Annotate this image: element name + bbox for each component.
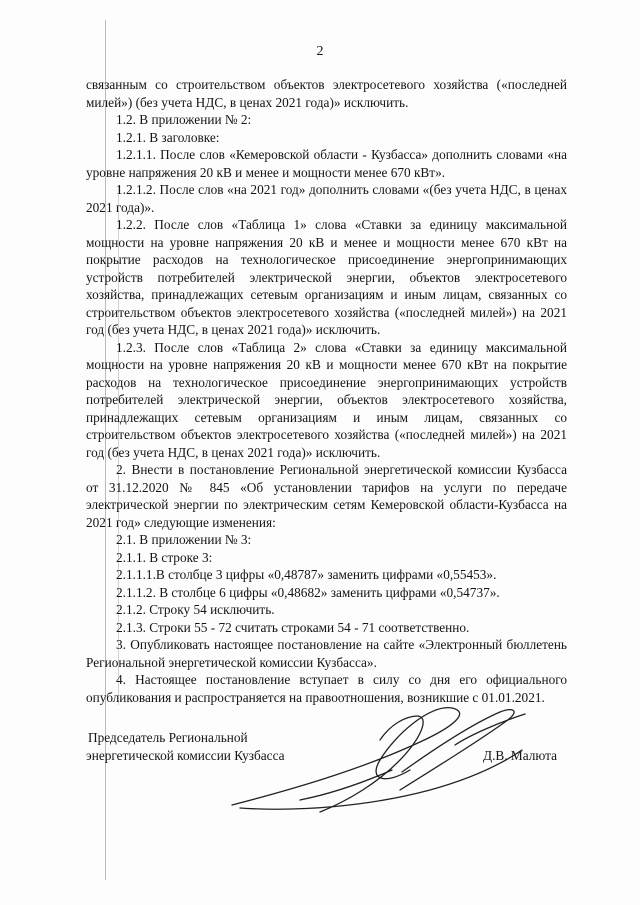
signatory-title-line: Председатель Региональной (88, 730, 248, 745)
signatory-title (86, 729, 285, 764)
paragraph: 2.1.1.1.В столбце 3 цифры «0,48787» заменить цифрами «0,55453». (116, 567, 497, 582)
paragraph: связанным со строительством объектов электросетевого хозяйства («последней милей») (без учета НДС, в ценах 2021 года)» исключить. (86, 77, 567, 110)
paragraph: 2. Внести в постановление Региональной энергетической комиссии Кузбасса от 31.12.2020 № 845 «Об установлении тарифов на услуги по передаче электрической энергии по электрическим сетям Кемеровской области-Кузбасса на 2021 год» следующие изменения: (86, 462, 567, 530)
page-number: 2 (316, 44, 324, 59)
paragraph: 2.1. В приложении № 3: (116, 532, 252, 547)
signatory-title-line: энергетической комиссии Кузбасса (86, 747, 285, 763)
paragraph: 1.2.1.1. После слов «Кемеровской области - Кузбасса» дополнить словами «на уровне напряжения 20 кВ и менее и мощности менее 670 кВт». (86, 147, 567, 180)
paragraph: 3. Опубликовать настоящее постановление на сайте «Электронный бюллетень Региональной энергетической комиссии Кузбасса». (86, 637, 567, 670)
paragraph: 1.2.3. После слов «Таблица 2» слова «Ставки за единицу максимальной мощности на уровне напряжения 20 кВ и мощности менее 670 кВт на покрытие расходов на технологическое присоединение энергопринимающих устройств потребителей электрической энергии, объектов электросетевого хозяйства, принадлежащих сетевым организациям и иным лицам, связанных со строительством объектов электросетевого хозяйства («последней милей») на 2021 год (без учета НДС, в ценах 2021 года)» исключить. (86, 339, 567, 460)
paragraph: 4. Настоящее постановление вступает в силу со дня его официального опубликования и распространяется на правоотношения, возникшие с 01.01.2021. (86, 672, 567, 705)
paragraph: 2.1.1.2. В столбце 6 цифры «0,48682» заменить цифрами «0,54737». (116, 584, 500, 600)
paragraph: 1.2.1.2. После слов «на 2021 год» дополнить словами «(без учета НДС, в ценах 2021 года)». (86, 182, 567, 215)
signatory-name: Д.В. Малюта (483, 748, 558, 763)
paragraph: 1.2.1. В заголовке: (116, 129, 220, 145)
paragraph: 2.1.3. Строки 55 - 72 считать строками 54 - 71 соответственно. (116, 619, 470, 635)
paragraph: 2.1.1. В строке 3: (116, 549, 213, 565)
paragraph: 1.2.2. После слов «Таблица 1» слова «Ставки за единицу максимальной мощности на уровне напряжения 20 кВ и менее и мощности менее 670 кВт на покрытие расходов на технологическое присоединение энергопринимающих устройств потребителей электрической энергии, объектов электросетевого хозяйства, принадлежащих сетевым организациям и иным лицам, связанных со строительством объектов электросетевого хозяйства («последней милей») на 2021 год (без учета НДС, в ценах 2021 года)» исключить. (86, 217, 567, 337)
document-body (86, 76, 567, 706)
paragraph: 1.2. В приложении № 2: (116, 112, 252, 127)
paragraph: 2.1.2. Строку 54 исключить. (116, 602, 275, 617)
